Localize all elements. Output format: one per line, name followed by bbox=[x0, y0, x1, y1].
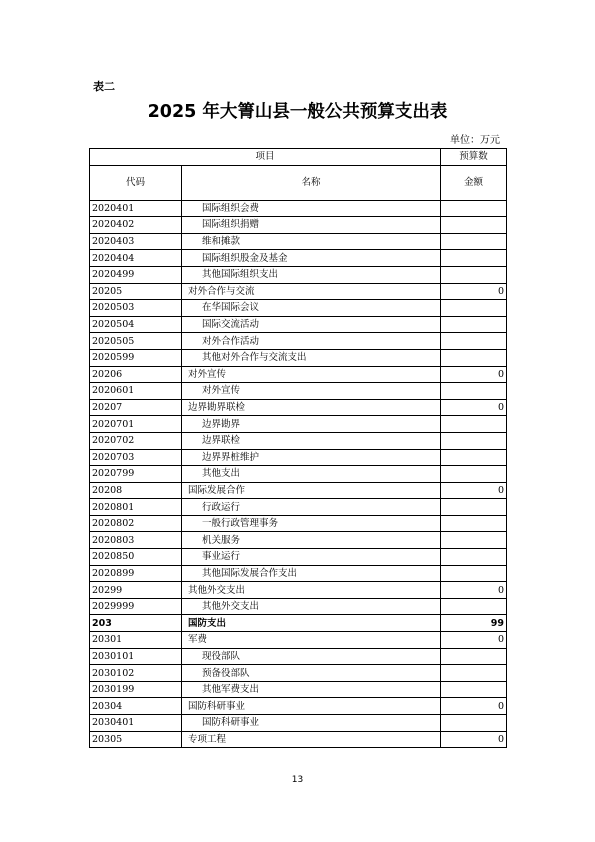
row-name: 机关服务 bbox=[182, 532, 441, 549]
row-amount bbox=[441, 383, 507, 400]
row-name: 行政运行 bbox=[182, 499, 441, 516]
row-name: 边界勘界联检 bbox=[182, 399, 441, 416]
table-row bbox=[90, 250, 507, 267]
table-row bbox=[90, 266, 507, 283]
unit-label: 单位：万元 bbox=[450, 135, 500, 146]
row-amount bbox=[441, 449, 507, 466]
row-name: 预备役部队 bbox=[182, 665, 441, 682]
row-code: 203 bbox=[90, 615, 182, 632]
row-name: 国防科研事业 bbox=[182, 715, 441, 732]
table-row bbox=[90, 515, 507, 532]
row-code: 2030101 bbox=[90, 648, 182, 665]
header-name: 名称 bbox=[182, 165, 441, 200]
table-row bbox=[90, 449, 507, 466]
table-row bbox=[90, 316, 507, 333]
row-code: 2030102 bbox=[90, 665, 182, 682]
row-name: 其他军费支出 bbox=[182, 681, 441, 698]
row-name: 国防科研事业 bbox=[182, 698, 441, 715]
row-amount: 0 bbox=[441, 399, 507, 416]
row-code: 2020899 bbox=[90, 565, 182, 582]
row-amount bbox=[441, 565, 507, 582]
row-amount bbox=[441, 432, 507, 449]
row-code: 20304 bbox=[90, 698, 182, 715]
table-row bbox=[90, 565, 507, 582]
row-code: 2020505 bbox=[90, 333, 182, 350]
row-name: 其他外交支出 bbox=[182, 598, 441, 615]
table-row bbox=[90, 681, 507, 698]
row-code: 2020401 bbox=[90, 200, 182, 217]
row-name: 对外宣传 bbox=[182, 366, 441, 383]
row-amount bbox=[441, 598, 507, 615]
row-name: 国防支出 bbox=[182, 615, 441, 632]
row-code: 2020799 bbox=[90, 466, 182, 483]
row-code: 2020802 bbox=[90, 515, 182, 532]
row-code: 2020702 bbox=[90, 432, 182, 449]
row-code: 20206 bbox=[90, 366, 182, 383]
row-name: 对外合作活动 bbox=[182, 333, 441, 350]
row-code: 20299 bbox=[90, 582, 182, 599]
table-row bbox=[90, 698, 507, 715]
row-name: 国际组织会费 bbox=[182, 200, 441, 217]
row-code: 2020499 bbox=[90, 266, 182, 283]
row-code: 2020701 bbox=[90, 416, 182, 433]
row-amount bbox=[441, 217, 507, 234]
budget-table bbox=[89, 148, 507, 748]
row-amount bbox=[441, 715, 507, 732]
table-row bbox=[90, 532, 507, 549]
row-code: 2029999 bbox=[90, 598, 182, 615]
table-row bbox=[90, 715, 507, 732]
header-code: 代码 bbox=[90, 165, 182, 200]
table-row bbox=[90, 432, 507, 449]
row-code: 20301 bbox=[90, 632, 182, 649]
row-name: 对外宣传 bbox=[182, 383, 441, 400]
row-code: 2020803 bbox=[90, 532, 182, 549]
row-amount bbox=[441, 648, 507, 665]
row-amount bbox=[441, 300, 507, 317]
table-row bbox=[90, 416, 507, 433]
table-row bbox=[90, 499, 507, 516]
row-amount: 0 bbox=[441, 582, 507, 599]
row-name: 事业运行 bbox=[182, 549, 441, 566]
row-name: 国际组织股金及基金 bbox=[182, 250, 441, 267]
table-row bbox=[90, 466, 507, 483]
row-name: 其他国际组织支出 bbox=[182, 266, 441, 283]
row-name: 其他对外合作与交流支出 bbox=[182, 349, 441, 366]
row-amount: 99 bbox=[441, 615, 507, 632]
row-amount bbox=[441, 266, 507, 283]
row-amount: 0 bbox=[441, 698, 507, 715]
row-amount bbox=[441, 499, 507, 516]
table-row bbox=[90, 217, 507, 234]
row-name: 维和摊款 bbox=[182, 233, 441, 250]
row-amount: 0 bbox=[441, 632, 507, 649]
table-row bbox=[90, 582, 507, 599]
row-code: 2020403 bbox=[90, 233, 182, 250]
row-name: 一般行政管理事务 bbox=[182, 515, 441, 532]
header-project: 项目 bbox=[90, 149, 441, 166]
row-code: 2020703 bbox=[90, 449, 182, 466]
row-name: 专项工程 bbox=[182, 731, 441, 748]
row-name: 现役部队 bbox=[182, 648, 441, 665]
row-amount bbox=[441, 532, 507, 549]
row-amount bbox=[441, 549, 507, 566]
row-code: 2020801 bbox=[90, 499, 182, 516]
row-name: 国际发展合作 bbox=[182, 482, 441, 499]
row-code: 2020402 bbox=[90, 217, 182, 234]
row-amount bbox=[441, 665, 507, 682]
row-code: 20305 bbox=[90, 731, 182, 748]
header-budget: 预算数 bbox=[441, 149, 507, 166]
row-amount bbox=[441, 333, 507, 350]
row-code: 2030401 bbox=[90, 715, 182, 732]
budget-table-body bbox=[90, 149, 507, 748]
row-name: 边界联检 bbox=[182, 432, 441, 449]
header-amount: 金额 bbox=[441, 165, 507, 200]
page-title: 2025 年大箐山县一般公共预算支出表 bbox=[147, 102, 448, 122]
row-name: 其他支出 bbox=[182, 466, 441, 483]
row-amount bbox=[441, 349, 507, 366]
table-row bbox=[90, 383, 507, 400]
document-label: 表二 bbox=[93, 80, 115, 93]
row-name: 对外合作与交流 bbox=[182, 283, 441, 300]
row-code: 2020404 bbox=[90, 250, 182, 267]
row-code: 2030199 bbox=[90, 681, 182, 698]
row-code: 2020504 bbox=[90, 316, 182, 333]
row-name: 国际组织捐赠 bbox=[182, 217, 441, 234]
table-row bbox=[90, 549, 507, 566]
row-name: 国际交流活动 bbox=[182, 316, 441, 333]
row-name: 边界勘界 bbox=[182, 416, 441, 433]
row-name: 边界界桩维护 bbox=[182, 449, 441, 466]
row-amount: 0 bbox=[441, 731, 507, 748]
table-row bbox=[90, 632, 507, 649]
table-row bbox=[90, 283, 507, 300]
row-amount: 0 bbox=[441, 366, 507, 383]
row-name: 在华国际会议 bbox=[182, 300, 441, 317]
table-row bbox=[90, 200, 507, 217]
table-row bbox=[90, 598, 507, 615]
table-row bbox=[90, 399, 507, 416]
row-code: 20208 bbox=[90, 482, 182, 499]
header-row-1 bbox=[90, 149, 507, 166]
table-row bbox=[90, 615, 507, 632]
row-amount bbox=[441, 515, 507, 532]
header-row-2 bbox=[90, 165, 507, 200]
row-code: 2020503 bbox=[90, 300, 182, 317]
page-number: 13 bbox=[291, 775, 304, 785]
row-amount bbox=[441, 200, 507, 217]
table-row bbox=[90, 349, 507, 366]
row-code: 2020599 bbox=[90, 349, 182, 366]
row-name: 其他国际发展合作支出 bbox=[182, 565, 441, 582]
table-row bbox=[90, 233, 507, 250]
row-code: 20205 bbox=[90, 283, 182, 300]
table-row bbox=[90, 333, 507, 350]
row-amount bbox=[441, 466, 507, 483]
table-row bbox=[90, 482, 507, 499]
row-amount: 0 bbox=[441, 482, 507, 499]
table-row bbox=[90, 648, 507, 665]
row-name: 军费 bbox=[182, 632, 441, 649]
table-row bbox=[90, 731, 507, 748]
row-amount bbox=[441, 316, 507, 333]
row-code: 2020850 bbox=[90, 549, 182, 566]
table-row bbox=[90, 665, 507, 682]
row-name: 其他外交支出 bbox=[182, 582, 441, 599]
row-amount bbox=[441, 416, 507, 433]
row-amount: 0 bbox=[441, 283, 507, 300]
row-amount bbox=[441, 233, 507, 250]
table-row bbox=[90, 366, 507, 383]
table-row bbox=[90, 300, 507, 317]
row-amount bbox=[441, 681, 507, 698]
row-code: 2020601 bbox=[90, 383, 182, 400]
row-amount bbox=[441, 250, 507, 267]
row-code: 20207 bbox=[90, 399, 182, 416]
